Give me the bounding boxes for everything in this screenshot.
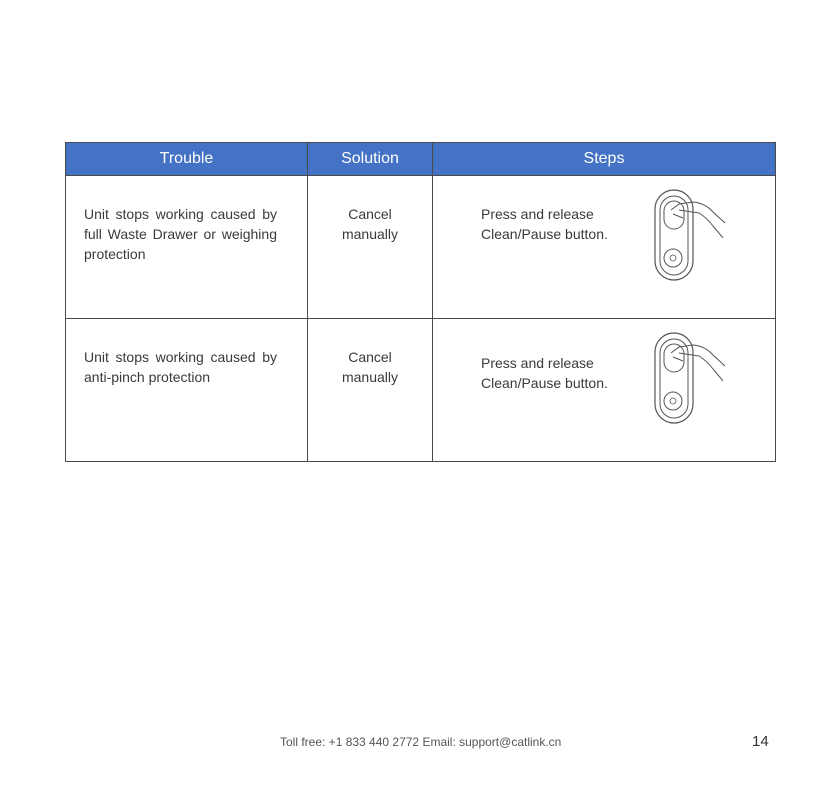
- page-number: 14: [752, 733, 769, 750]
- steps-cell: [433, 176, 776, 319]
- clean-pause-button-illustration: [653, 331, 733, 426]
- troubleshooting-table: [65, 142, 776, 462]
- trouble-cell: Unit stops working caused by full Waste Drawer or weighing protection: [66, 176, 308, 319]
- clean-pause-button-illustration: [653, 188, 733, 283]
- solution-line: Cancel: [348, 349, 392, 365]
- solution-line: manually: [341, 226, 399, 242]
- steps-line: Press and release: [481, 355, 594, 371]
- table-header-row: [66, 143, 776, 176]
- solution-line: Cancel: [348, 206, 392, 222]
- trouble-cell: Unit stops working caused by anti-pinch protection: [66, 319, 308, 462]
- solution-line: manually: [341, 369, 399, 385]
- steps-line: Clean/Pause button.: [481, 375, 608, 391]
- table-row: [66, 319, 776, 462]
- header-steps: Steps: [433, 143, 776, 176]
- steps-text: [481, 204, 608, 244]
- table-row: [66, 176, 776, 319]
- header-solution: Solution: [308, 143, 433, 176]
- header-trouble: Trouble: [66, 143, 308, 176]
- steps-cell: [433, 319, 776, 462]
- solution-cell: [308, 176, 433, 319]
- solution-cell: [308, 319, 433, 462]
- steps-line: Press and release: [481, 206, 594, 222]
- footer-contact: Toll free: +1 833 440 2772 Email: support@catlink.cn: [280, 735, 562, 749]
- steps-text: [481, 353, 608, 393]
- steps-line: Clean/Pause button.: [481, 226, 608, 242]
